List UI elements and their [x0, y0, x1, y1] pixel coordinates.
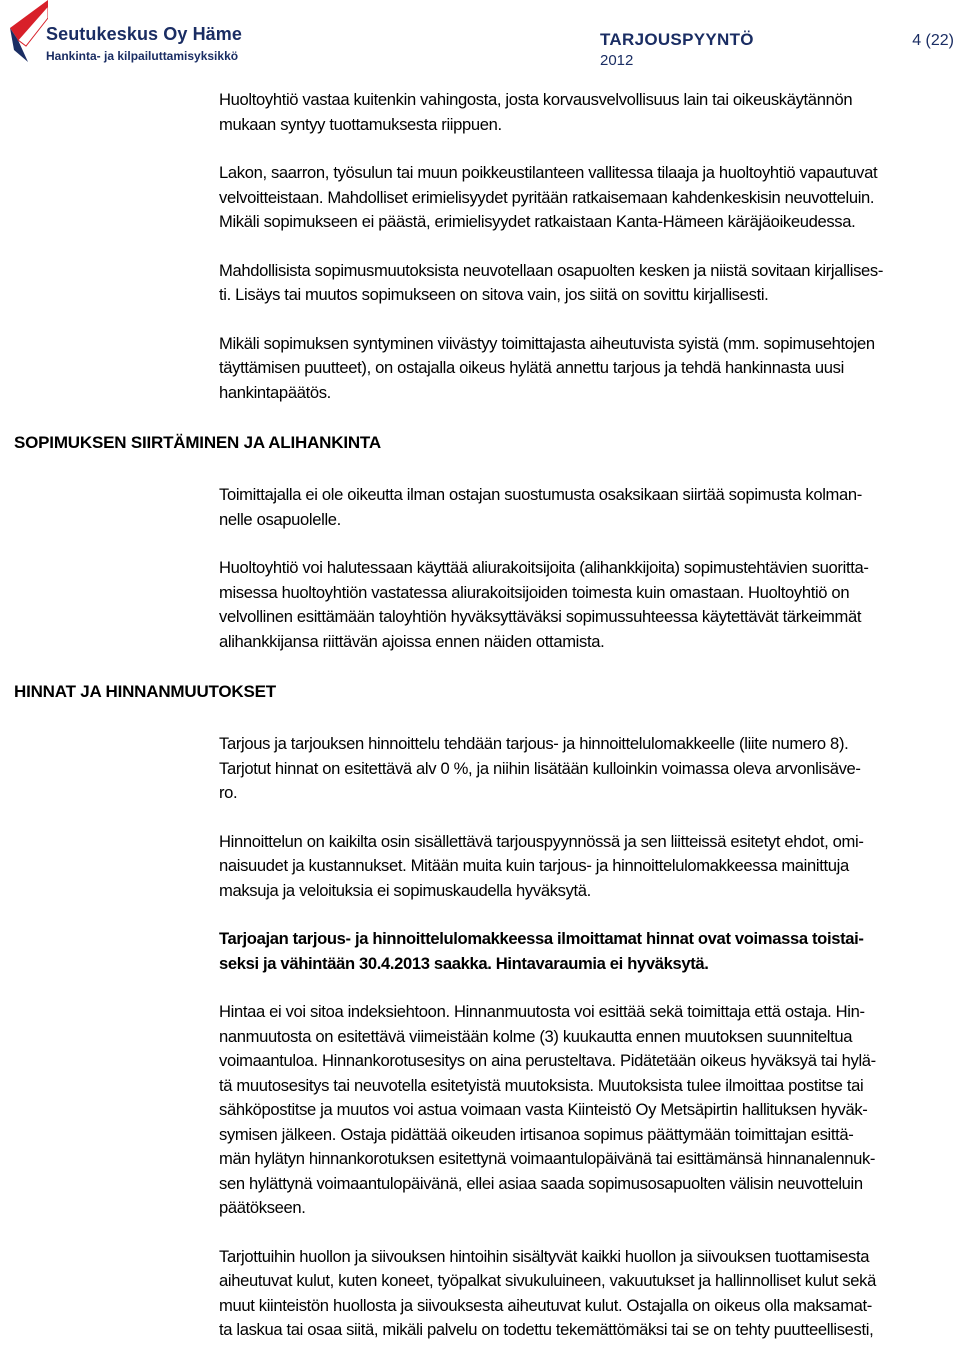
paragraph-subcontractors [219, 556, 952, 654]
text-line: Huoltoyhtiö vastaa kuitenkin vahingosta, josta korvausvelvollisuus lain tai oikeuskäytännön [219, 90, 853, 109]
text-line: alihankkijansa riittävän ajoissa ennen näiden ottamista. [219, 631, 605, 651]
paragraph-transfer [219, 483, 952, 532]
text-line: seksi ja vähintään 30.4.2013 saakka. Hintavaraumia ei hyväksytä. [219, 953, 709, 973]
text-line: velvoitteistaan. Mahdolliset erimielisyydet pyritään ratkaisemaan kahdenkeskisin neuvotteluin. [219, 187, 875, 207]
paragraph-pricing-form [219, 732, 952, 806]
paragraph-included-costs [219, 1245, 952, 1343]
text-line: Tarjottuihin huollon ja siivouksen hintoihin sisältyvät kaikki huollon ja siivouksen tuottamisesta [219, 1246, 870, 1266]
page-header [0, 0, 960, 80]
text-line: Tarjotut hinnat on esitettävä alv 0 %, ja niihin lisätään kulloinkin voimassa oleva arvonlisäve- [219, 758, 861, 778]
text-line: mukaan syntyy tuottamuksesta riippuen. [219, 114, 502, 134]
text-line: hankintapäätös. [219, 382, 331, 402]
paragraph-price-validity [219, 927, 952, 976]
text-line: muut kiinteistön huollosta ja siivouksesta aiheutuvat kulut. Ostajalla on oikeus olla maksamat- [219, 1295, 872, 1315]
paragraph-pricing-conditions [219, 830, 952, 904]
paragraph-contract-delay [219, 332, 952, 406]
text-line: ti. Lisäys tai muutos sopimukseen on sitova vain, jos siitä on sovittu kirjallisesti. [219, 285, 769, 304]
paragraph-force-majeure [219, 161, 952, 235]
paragraph-contract-changes [219, 259, 952, 308]
company-name: Seutukeskus Oy Häme [46, 24, 242, 44]
text-line: maksuja ja veloituksia ei sopimuskaudella hyväksytä. [219, 880, 591, 900]
document-title: TARJOUSPYYNTÖ [600, 30, 754, 49]
text-line: Mahdollisista sopimusmuutoksista neuvotellaan osapuolten kesken ja niistä sovitaan kirjallises- [219, 260, 884, 280]
text-line: sähköpostitse ja muutos voi astua voimaan vasta Kiinteistö Oy Metsäpirtin hallituksen hyväk- [219, 1100, 868, 1119]
text-line: nanmuutosta on esitettävä viimeistään kolme (3) kuukautta ennen muutoksen suunniteltua [219, 1026, 853, 1046]
text-line: Hinnoittelun on kaikilta osin sisällettävä tarjouspyynnössä ja sen liitteissä esitetyt ehdot, omi- [219, 831, 864, 851]
document-body [0, 88, 960, 1343]
seutukeskus-logo-icon [4, 0, 48, 62]
section-heading-transfer: SOPIMUKSEN SIIRTÄMINEN JA ALIHANKINTA [14, 433, 381, 452]
text-line: aiheutuvat kulut, kuten koneet, työpalkat sivukuluineen, vakuutukset ja hallinnolliset kulut sekä [219, 1271, 876, 1290]
text-line: päätökseen. [219, 1198, 306, 1217]
paragraph-liability [219, 88, 952, 137]
page-number: 4 (22) [912, 32, 954, 49]
text-line: Toimittajalla ei ole oikeutta ilman ostajan suostumusta osaksikaan siirtää sopimusta kolman- [219, 485, 862, 504]
text-line: Huoltoyhtiö voi halutessaan käyttää aliurakoitsijoita (alihankkijoita) sopimustehtävien suoritta- [219, 558, 869, 577]
company-subtitle: Hankinta- ja kilpailuttamisyksikkö [46, 49, 239, 63]
text-line: Tarjous ja tarjouksen hinnoittelu tehdään tarjous- ja hinnoittelulomakkeelle (liite numero 8). [219, 734, 849, 753]
text-line: misessa huoltoyhtiön vastatessa aliurakoitsijoiden toimesta kuin omastaan. Huoltoyhtiö on [219, 582, 850, 602]
text-line: Mikäli sopimukseen ei päästä, erimielisyydet ratkaistaan Kanta-Hämeen käräjäoikeudessa. [219, 212, 856, 231]
text-line: Mikäli sopimuksen syntyminen viivästyy toimittajasta aiheutuvista syistä (mm. sopimusehtojen [219, 333, 875, 353]
text-line: Hintaa ei voi sitoa indeksiehtoon. Hinnanmuutosta voi esittää sekä toimittaja että ostaja. Hin- [219, 1002, 865, 1021]
section-heading-prices: HINNAT JA HINNANMUUTOKSET [14, 682, 276, 701]
text-line: naisuudet ja kustannukset. Mitään muita kuin tarjous- ja hinnoittelulomakkeessa mainittuja [219, 856, 849, 875]
document-year: 2012 [600, 52, 634, 69]
text-line: Lakon, saarron, työsulun tai muun poikkeustilanteen vallitessa tilaaja ja huoltoyhtiö vapautuvat [219, 163, 878, 182]
text-line: tä muutosesitys tai neuvotella esitetyistä muutoksista. Muutoksista tulee ilmoittaa postitse tai [219, 1075, 864, 1095]
text-line: sen hylättynä voimaantulopäivänä, ellei asiaa saada sopimusosapuolten välisin neuvotteluin [219, 1173, 863, 1193]
text-line: täyttämisen puutteet), on ostajalla oikeus hylätä annettu tarjous ja tehdä hankinnasta uusi [219, 358, 844, 377]
text-line: ro. [219, 783, 238, 802]
text-line: Tarjoajan tarjous- ja hinnoittelulomakkeessa ilmoittamat hinnat ovat voimassa toistai- [219, 929, 864, 948]
text-line: voimaantuloa. Hinnankorotusesitys on aina perusteltava. Pidätetään oikeus hyväksyä tai hylä- [219, 1051, 876, 1070]
text-line: ta laskua tai osaa siitä, mikäli palvelu on todettu tekemättömäksi tai se on tehty puutteellisesti, [219, 1320, 874, 1339]
text-line: symisen jälkeen. Ostaja pidättää oikeuden irtisanoa sopimus päättymään toimittajan esittä- [219, 1124, 854, 1144]
paragraph-price-changes [219, 1000, 952, 1221]
text-line: män hylätyn hinnankorotuksen esitettynä voimaantulopäivänä tai esittämänsä hinnanalennuk- [219, 1149, 876, 1168]
text-line: velvollinen esittämään taloyhtiön hyväksyttäväksi sopimussuhteessa käytettävät tärkeimmät [219, 607, 862, 626]
text-line: nelle osapuolelle. [219, 509, 341, 529]
